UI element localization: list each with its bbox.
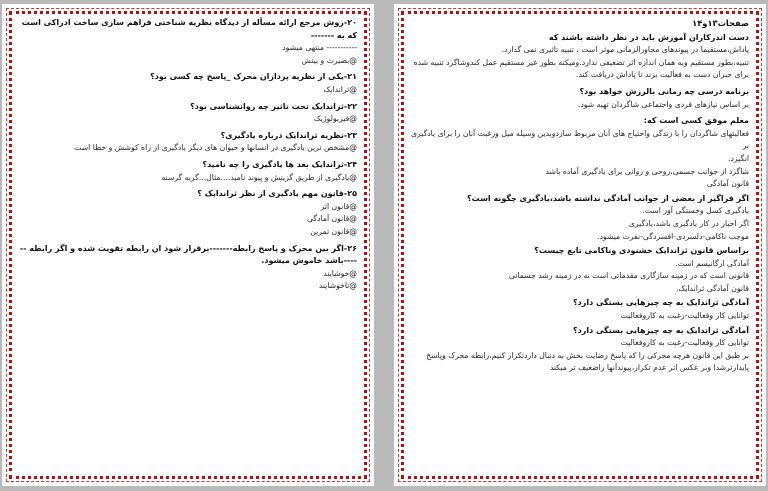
answer-text: شاگرد از جوانب جسمی،روحی و روانی برای یادگیری آماده باشد [545,166,749,176]
left-page-content [19,17,357,473]
answer-text: قانون آمادگی [706,179,749,189]
right-page [394,4,766,486]
answer-text: یادگیری کسل وخستگی آور است. [642,206,749,216]
answer-text: فعالیتهای شاگردان را با زندگی واحتیاج های آنان مربوط سازدوبدین وسیله میل ورغبت آنان را برای یادگیری بر [411,128,749,151]
answer-text: @بصیرت و بینش [301,55,357,65]
question-text: براساس قانون ثراندایک خشنودی وناکامی تابع چیست؟ [534,246,749,256]
question-text: ۲۵-قانون مهم یادگیری از نظر ثراندایک ؟ [197,189,357,199]
answer-text: پاداش،مستقیما در پیوندهای مجاورالزمانی موثر است ، تنبیه تاثیری نمی گذارد. [501,45,749,55]
answer-text: بر طبق این قانون هرچه محرکی را که پاسخ رضایت بخش به دنبال داردتکرار کنیم،رابطه محرک وپاسخ [426,350,749,360]
answer-text: برای جبران دست به فعالیت بزند تا پاداش دریافت کند. [576,70,749,80]
answer-text: بر اساس نیازهای فردی واجتماعی شاگردان تهیه شود. [577,99,749,109]
question-text: معلم موفق کسی است که: [643,116,749,126]
question-text: آمادگی ثراندایک به چه چیزهایی بستگی دارد؟ [572,298,749,308]
question-text: ۲۲-ثراندایک تحت تاثیر چه روانشناسی بود؟ [190,101,357,111]
answer-text: ----------- منتهی میشود [282,43,357,53]
answer-text: آمادگی ارگانیسم است. [675,258,749,268]
answer-text: @مشخص ترین یادگیری در انسانها و حیوان های دیگر یادگیری از راه کوشش و خطا است [74,143,357,153]
question-text: ۲۳-نظریه ثراندایک درباره یادگیری؟ [220,130,357,140]
answer-text: @خوشایند [323,268,357,278]
answer-text: @ناخوشایند [318,281,357,291]
answer-text: @فیزیولوژیک [313,114,357,124]
answer-text: قانونی است که در زمینه سازگاری مقدماتی است نه در زمینه رشد جسمانی [508,271,749,281]
answer-text: @ثراندایک [323,84,357,94]
question-text: اگر فراگیر از بعضی از جوانب آمادگی نداشته باشد،یادگیری چگونه است؟ [466,193,749,203]
answer-text: @قانون اثر [320,201,357,211]
answer-text: @قانون آمادگی [307,214,357,224]
answer-text: قانون آمادگی ثراندایک. [675,283,749,293]
question-text: ۲۴-ثراندایک بعد ها یادگیری را چه نامید؟ [202,159,357,169]
right-page-content [411,17,749,473]
answer-text: توانایی کار وفعالیت-رغبت به کاروفعالیت [620,311,749,321]
answer-text: @یادگیری از طریق گزینش و پیوند نامید....مثال...گربه گرسنه [161,172,357,182]
question-text: آمادگی ثراندایک به چه چیزهایی بستگی دارد؟ [572,325,749,335]
answer-text: انگیزد. [728,153,749,163]
question-text: ۲۰-روش مرجع ارائه مسأله از دیدگاه نظریه شناختی فراهم سازی ساخت ادراکی است که به ------- [21,18,357,40]
left-page [2,4,374,486]
answer-text: پایدارترشدا وبر عکس اثر عدم تکرار،پیوندآنها راضعیف تر میکند [549,363,749,373]
page-title: صفحات۱۳و۱۴ [692,18,749,28]
answer-text: تنبیه،بطور مستقیم وبه همان اندازه اثر تضعیفی ندارد.ومیکنه بطور غیر مستقیم عمل کندوشاگرد تنبیه شده [413,57,749,67]
question-text: دست اندرکاران آموزش باید در نظر داشته باشند که [548,32,749,42]
answer-text: اگر اجبار در کار یادگیری باشد،یادگیری [628,218,749,228]
question-text: ۲۶-اگر بین محرک و پاسخ رابطه-------برقرار شود ان رابطه تقویت شده و اگر رابطه ------باشد خاموش میشود. [19,243,357,266]
question-text: برنامه درسی چه زمانی بالرزش خواهد بود؟ [579,86,749,96]
answer-text: توانایی کار وفعالیت-رغبت به کاروفعالیت [620,338,749,348]
answer-text: @قانون تمرین [310,226,357,236]
answer-text: موجب ناکامی-دلسردی-افسردگی-نفرت میشود. [597,231,749,241]
question-text: ۲۱-یکی از نظریه پردازان محرک _پاسخ چه کسی بود؟ [150,72,357,82]
